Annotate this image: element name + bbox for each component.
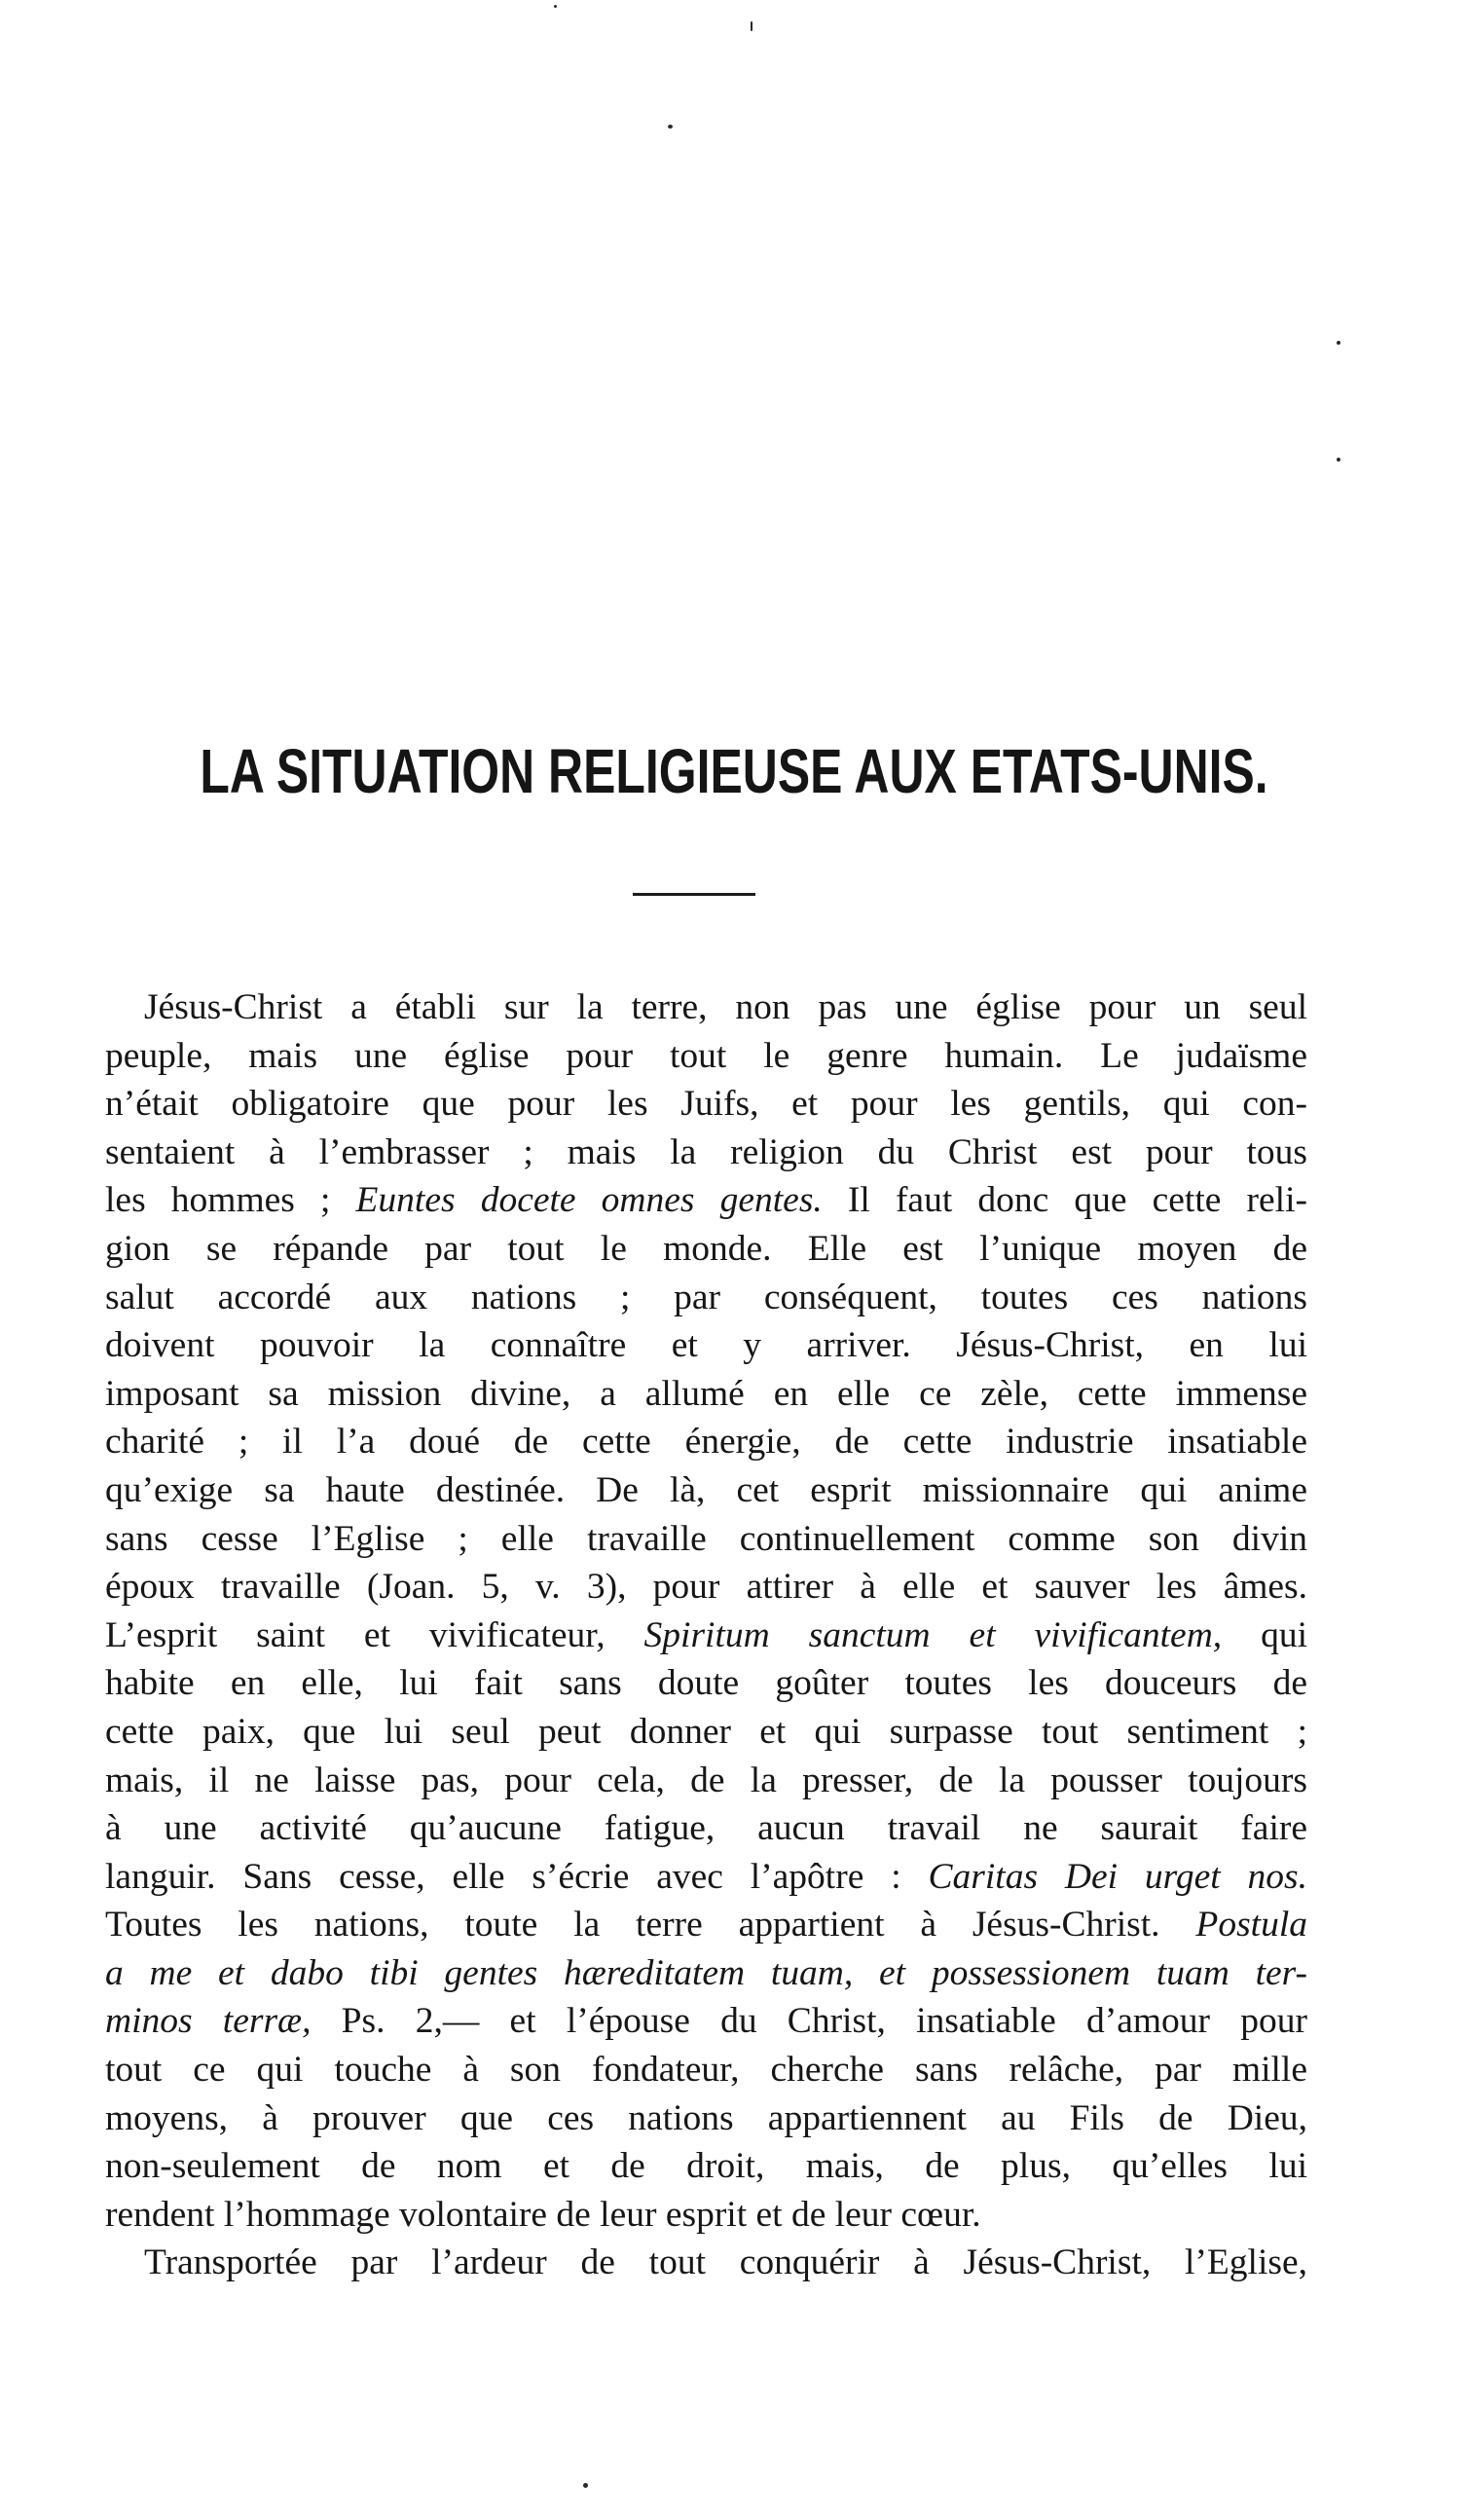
title-rule bbox=[633, 893, 755, 896]
text-line: à une activité qu’aucune fatigue, aucun travail ne saurait faire bbox=[105, 1808, 1307, 1849]
text-line: Jésus-Christ a établi sur la terre, non pas une église pour un seul bbox=[144, 987, 1307, 1027]
body-text bbox=[105, 983, 1307, 2287]
text-run: Toutes les nations, toute la terre appartient à Jésus-Christ. bbox=[105, 1905, 1196, 1946]
italic-phrase: Spiritum sanctum et vivificantem, bbox=[643, 1614, 1223, 1655]
print-speck bbox=[1337, 458, 1340, 462]
text-line: doivent pouvoir la connaître et y arriver. Jésus-Christ, en lui bbox=[105, 1325, 1307, 1366]
text-line: qu’exige sa haute destinée. De là, cet esprit missionnaire qui anime bbox=[105, 1469, 1307, 1510]
text-line: non-seulement de nom et de droit, mais, de plus, qu’elles lui bbox=[105, 2146, 1307, 2187]
text-line: imposant sa mission divine, a allumé en elle ce zèle, cette immense bbox=[105, 1373, 1307, 1414]
text-line: sans cesse l’Eglise ; elle travaille continuellement comme son divin bbox=[105, 1518, 1307, 1559]
print-speck bbox=[583, 2483, 588, 2488]
text-line bbox=[105, 1176, 1307, 1225]
text-run: qui bbox=[1222, 1614, 1308, 1655]
print-speck bbox=[1337, 341, 1340, 345]
text-line: moyens, à prouver que ces nations appartiennent au Fils de Dieu, bbox=[105, 2097, 1307, 2138]
text-line: peuple, mais une église pour tout le genre humain. Le judaïsme bbox=[105, 1035, 1307, 1076]
text-run: Ps. 2,— et l’épouse du Christ, insatiable d’amour pour bbox=[311, 2001, 1307, 2042]
text-line: rendent l’hommage volontaire de leur esprit et de leur cœur. bbox=[105, 2194, 981, 2235]
text-line: Transportée par l’ardeur de tout conquérir à Jésus-Christ, l’Eglise, bbox=[144, 2242, 1307, 2283]
italic-phrase: Caritas Dei urget nos. bbox=[928, 1856, 1307, 1897]
text-run: L’esprit saint et vivificateur, bbox=[105, 1614, 644, 1655]
text-line bbox=[105, 1853, 1307, 1902]
italic-phrase: a me et dabo tibi gentes hæreditatem tuam, et possessionem tuam ter- bbox=[105, 1952, 1307, 1993]
text-line: habite en elle, lui fait sans doute goûter toutes les douceurs de bbox=[105, 1663, 1307, 1704]
italic-phrase: Euntes docete omnes gentes. bbox=[355, 1180, 823, 1221]
text-line: époux travaille (Joan. 5, v. 3), pour attirer à elle et sauver les âmes. bbox=[105, 1567, 1307, 1608]
text-line: sentaient à l’embrasser ; mais la religion du Christ est pour tous bbox=[105, 1131, 1307, 1172]
text-line: salut accordé aux nations ; par conséquent, toutes ces nations bbox=[105, 1277, 1307, 1317]
print-speck bbox=[751, 21, 752, 31]
text-line bbox=[105, 1901, 1307, 1949]
text-line: cette paix, que lui seul peut donner et qui surpasse tout sentiment ; bbox=[105, 1711, 1307, 1752]
print-speck bbox=[554, 5, 557, 8]
page-title: LA SITUATION RELIGIEUSE AUX ETATS-UNIS. bbox=[200, 736, 1268, 806]
text-line: mais, il ne laisse pas, pour cela, de la presser, de la pousser toujours bbox=[105, 1760, 1307, 1800]
text-line: gion se répande par tout le monde. Elle est l’unique moyen de bbox=[105, 1228, 1307, 1269]
text-line bbox=[105, 1997, 1307, 2046]
italic-phrase: minos terræ, bbox=[105, 2001, 312, 2042]
text-run: les hommes ; bbox=[105, 1180, 356, 1221]
text-line: charité ; il l’a doué de cette énergie, de cette industrie insatiable bbox=[105, 1422, 1307, 1463]
text-run: languir. Sans cesse, elle s’écrie avec l’apôtre : bbox=[105, 1856, 929, 1897]
print-speck bbox=[668, 125, 673, 129]
text-line: n’était obligatoire que pour les Juifs, et pour les gentils, qui con- bbox=[105, 1084, 1307, 1125]
text-line bbox=[105, 1612, 1307, 1660]
italic-phrase: Postula bbox=[1195, 1905, 1307, 1946]
text-line bbox=[105, 1949, 1307, 1998]
text-run: Il faut donc que cette reli- bbox=[822, 1180, 1307, 1221]
text-line: tout ce qui touche à son fondateur, cherche sans relâche, par mille bbox=[105, 2050, 1307, 2091]
